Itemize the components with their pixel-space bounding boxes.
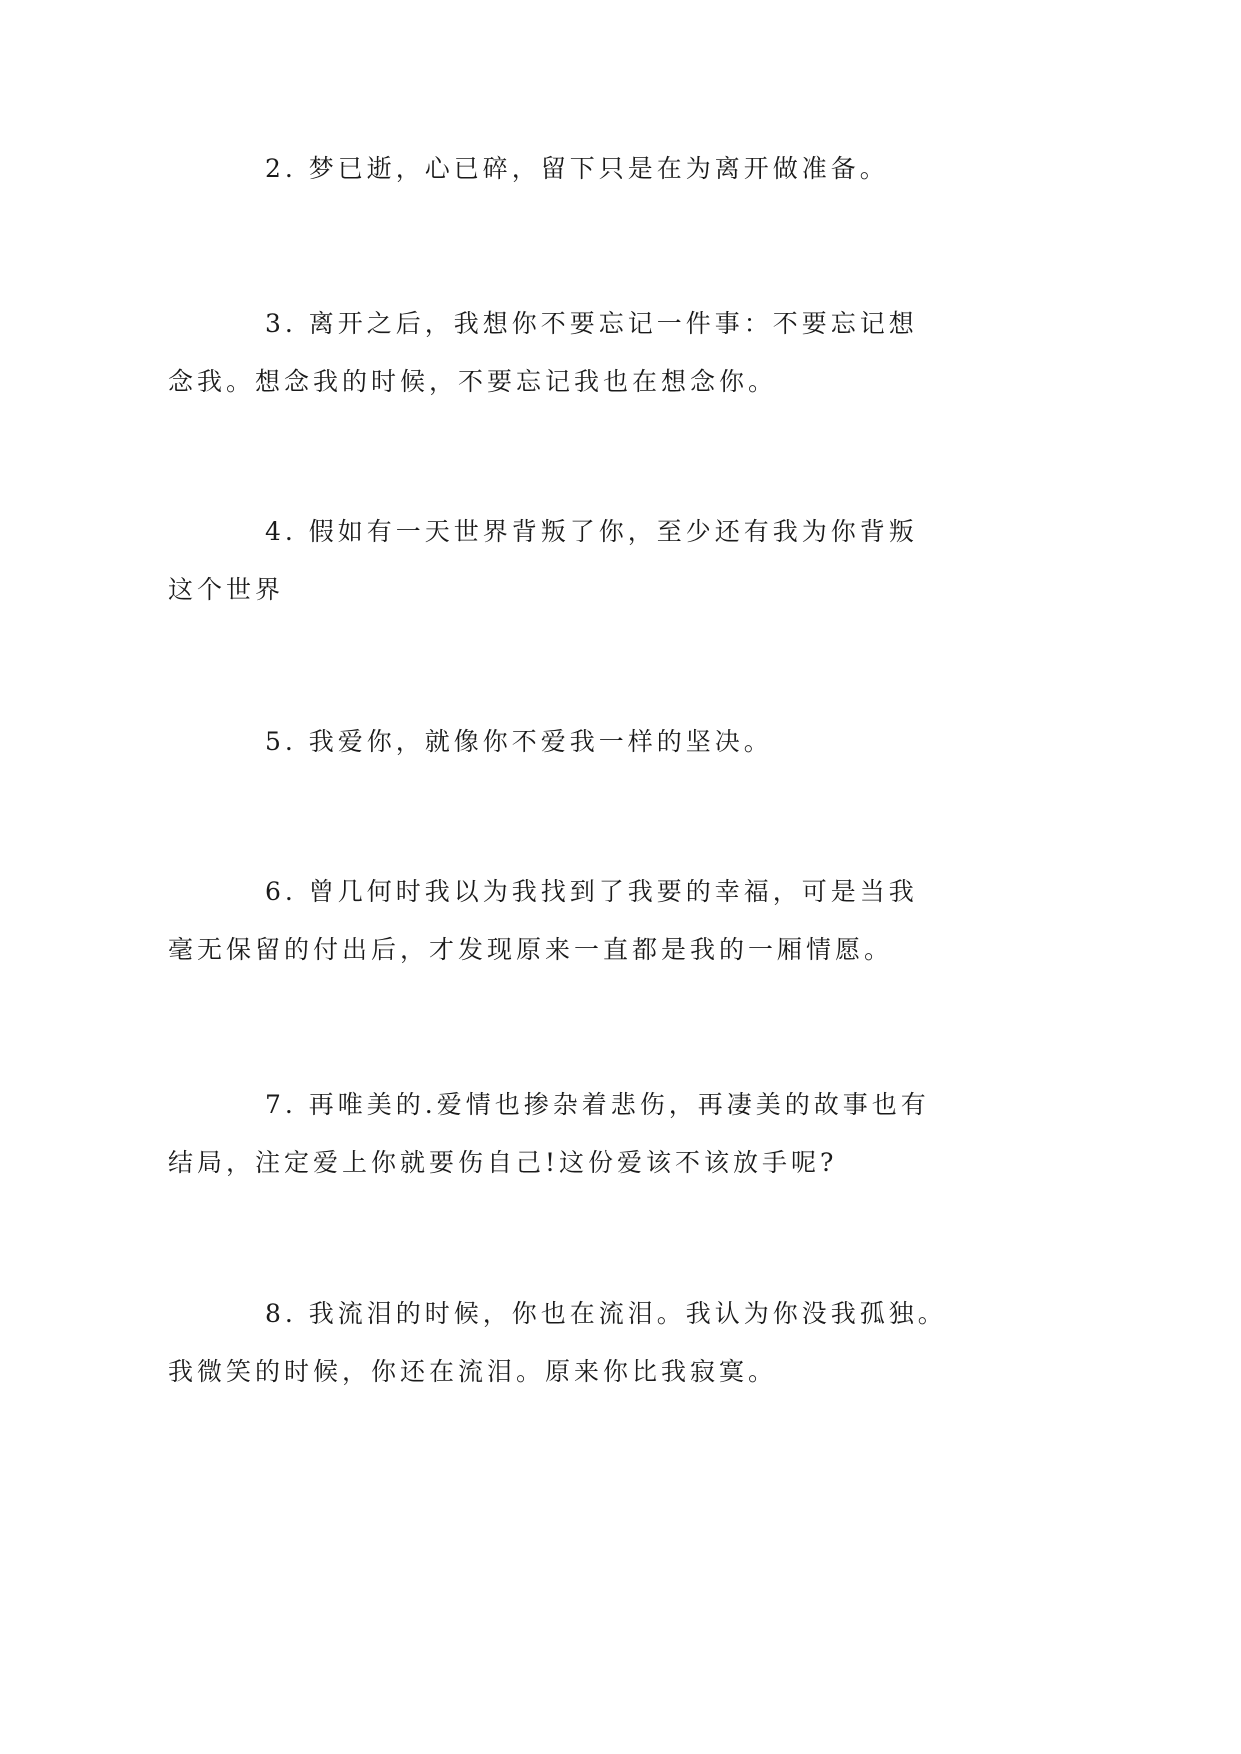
paragraph-line: 这个世界 — [168, 575, 285, 604]
paragraph-line: 2. 梦已逝，心已碎，留下只是在为离开做准备。 — [265, 154, 889, 183]
paragraph-line: 5. 我爱你，就像你不爱我一样的坚决。 — [265, 727, 773, 756]
paragraph-line: 4. 假如有一天世界背叛了你，至少还有我为你背叛 — [265, 517, 918, 546]
paragraph-line: 7. 再唯美的.爱情也掺杂着悲伤，再凄美的故事也有 — [265, 1090, 930, 1119]
paragraph-line: 6. 曾几何时我以为我找到了我要的幸福，可是当我 — [265, 877, 918, 906]
paragraph-line: 念我。想念我的时候，不要忘记我也在想念你。 — [168, 367, 778, 396]
paragraph-7 — [168, 1076, 968, 1192]
paragraph-8 — [168, 1285, 968, 1401]
paragraph-4 — [168, 503, 968, 619]
paragraph-line: 毫无保留的付出后，才发现原来一直都是我的一厢情愿。 — [168, 935, 894, 964]
paragraph-line: 我微笑的时候，你还在流泪。原来你比我寂寞。 — [168, 1357, 778, 1386]
paragraph-line: 3. 离开之后，我想你不要忘记一件事：不要忘记想 — [265, 309, 918, 338]
paragraph-5 — [168, 713, 968, 771]
paragraph-2 — [168, 140, 968, 198]
paragraph-6 — [168, 863, 968, 979]
paragraph-line: 8. 我流泪的时候，你也在流泪。我认为你没我孤独。 — [265, 1299, 947, 1328]
paragraph-line: 结局，注定爱上你就要伤自己!这份爱该不该放手呢? — [168, 1148, 838, 1177]
paragraph-3 — [168, 295, 968, 411]
